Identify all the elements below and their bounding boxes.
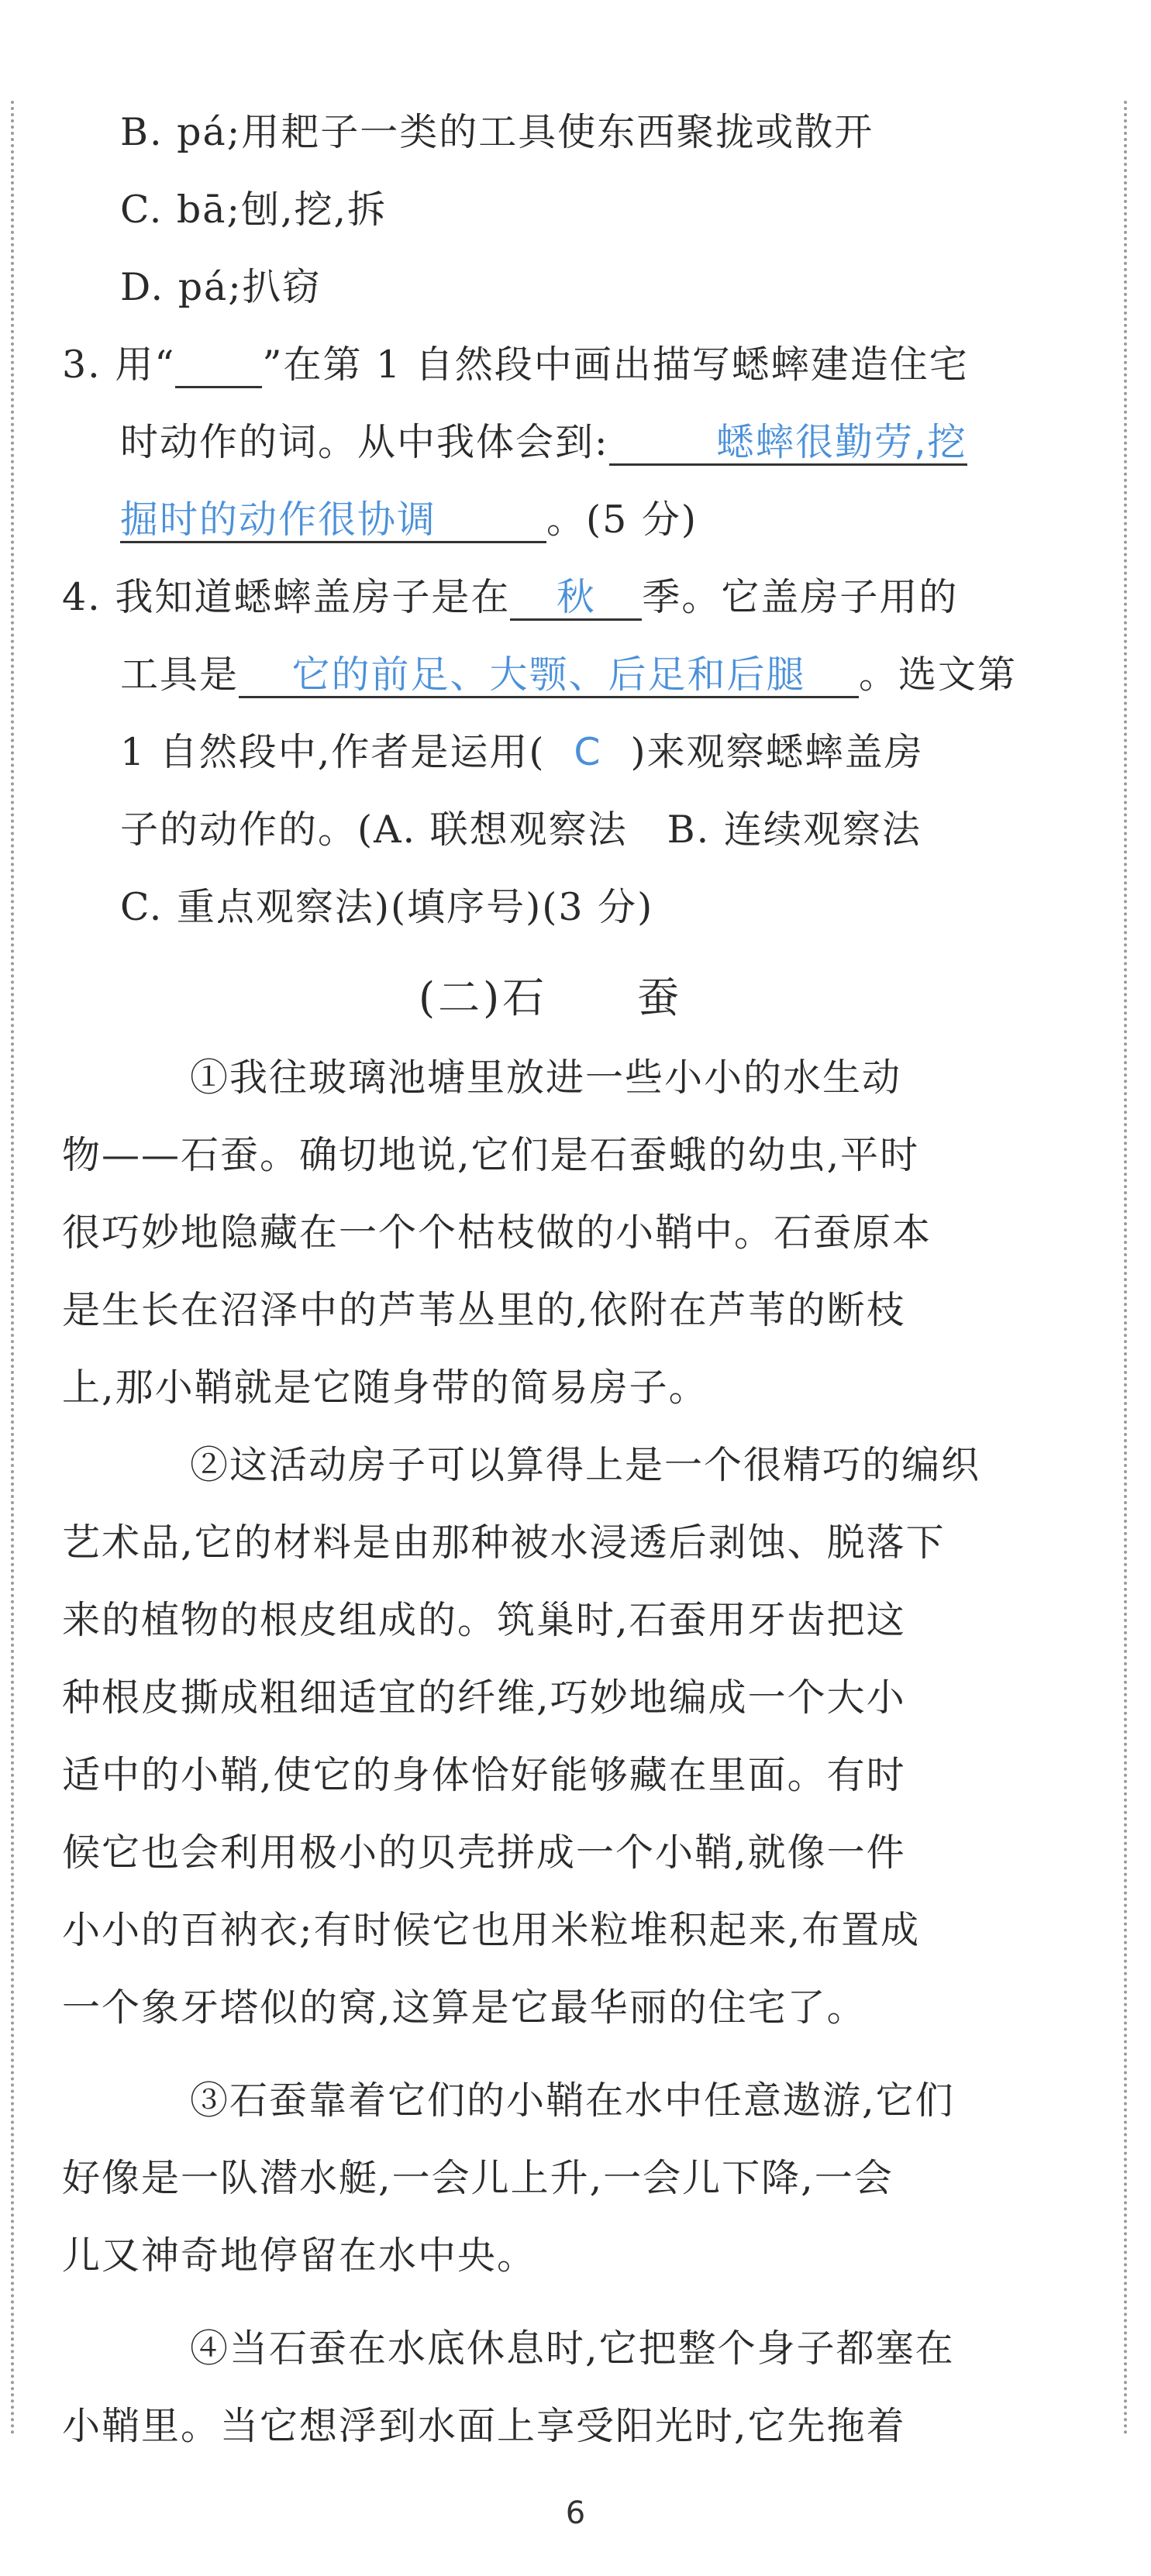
question-3-blank-mark (175, 344, 262, 388)
question-4-method-post: )来观察蟋蟀盖房 (630, 730, 924, 774)
question-4-answer-method: C (574, 730, 602, 774)
question-3-prompt: 时动作的词。从中我体会到: (120, 420, 609, 464)
passage-line: 好像是一队潜水艇,一会儿上升,一会儿下降,一会 (62, 2156, 894, 2200)
passage-line: 物——石蚕。确切地说,它们是石蚕蛾的幼虫,平时 (62, 1133, 920, 1177)
question-3-score: 。(5 分) (546, 498, 698, 542)
question-3-answer-part-1: 蟋蟀很勤劳,挖 (609, 422, 967, 466)
passage-line: 儿又神奇地停留在水中央。 (62, 2233, 537, 2278)
passage-line: 是生长在沼泽中的芦苇丛里的,依附在芦苇的断枝 (62, 1288, 906, 1332)
option-c: C. bā;刨,挖,拆 (120, 188, 388, 232)
passage-line: 艺术品,它的材料是由那种被水浸透后剥蚀、脱落下 (62, 1520, 946, 1565)
option-b: B. pá;用耙子一类的工具使东西聚拢或散开 (120, 110, 874, 154)
question-3-line-2 (120, 412, 967, 467)
passage-line: 种根皮撕成粗细适宜的纤维,巧妙地编成一个大小 (62, 1675, 906, 1720)
option-d: D. pá;扒窃 (120, 265, 322, 309)
page-number: 6 (565, 2495, 586, 2531)
question-4-method-prompt: 1 自然段中,作者是运用( (120, 730, 546, 774)
question-4-line-5: C. 重点观察法)(填序号)(3 分) (120, 885, 654, 929)
question-4-answer-tools: 它的前足、大颚、后足和后腿 (239, 654, 859, 698)
question-3-line-3 (120, 490, 698, 544)
section-title: (二)石 蚕 (419, 973, 683, 1022)
question-4-line-1 (62, 567, 958, 622)
passage-line: ①我往玻璃池塘里放进一些小小的水生动 (190, 1056, 902, 1100)
question-4-line-2 (120, 645, 1017, 699)
question-4-line-3 (120, 722, 924, 777)
passage-line: 候它也会利用极小的贝壳拼成一个小鞘,就像一件 (62, 1830, 906, 1875)
question-3-text-cont: ”在第 1 自然段中画出描写蟋蟀建造住宅 (262, 343, 969, 387)
question-4-tools-prompt: 工具是 (120, 653, 240, 697)
passage-line: 小鞘里。当它想浮到水面上享受阳光时,它先拖着 (62, 2404, 906, 2448)
passage-line: ④当石蚕在水底休息时,它把整个身子都塞在 (190, 2326, 955, 2371)
left-cut-line (11, 101, 14, 2437)
passage-line: 小小的百衲衣;有时候它也用米粒堆积起来,布置成 (62, 1908, 921, 1952)
passage-line: 很巧妙地隐藏在一个个枯枝做的小鞘中。石蚕原本 (62, 1211, 932, 1255)
question-4-text-cont: 季。它盖房子用的 (642, 575, 959, 619)
passage-line: 来的植物的根皮组成的。筑巢时,石蚕用牙齿把这 (62, 1598, 906, 1642)
question-4-line-4: 子的动作的。(A. 联想观察法 B. 连续观察法 (120, 808, 922, 852)
question-4-text: 4. 我知道蟋蟀盖房子是在 (62, 575, 511, 619)
passage-line: ②这活动房子可以算得上是一个很精巧的编织 (190, 1443, 981, 1487)
passage-line: 适中的小鞘,使它的身体恰好能够藏在里面。有时 (62, 1753, 906, 1797)
passage-line: ③石蚕靠着它们的小鞘在水中任意遨游,它们 (190, 2078, 955, 2123)
question-3-text: 3. 用“ (62, 343, 176, 387)
passage-line: 一个象牙塔似的窝,这算是它最华丽的住宅了。 (62, 1985, 867, 2030)
question-3-answer-part-2: 掘时的动作很协调 (120, 499, 546, 543)
passage-line: 上,那小鞘就是它随身带的简易房子。 (62, 1365, 708, 1410)
question-4-tools-post: 。选文第 (859, 653, 1018, 697)
right-cut-line (1124, 101, 1127, 2437)
question-4-answer-season: 秋 (510, 577, 642, 621)
question-3-line-1 (62, 335, 969, 389)
